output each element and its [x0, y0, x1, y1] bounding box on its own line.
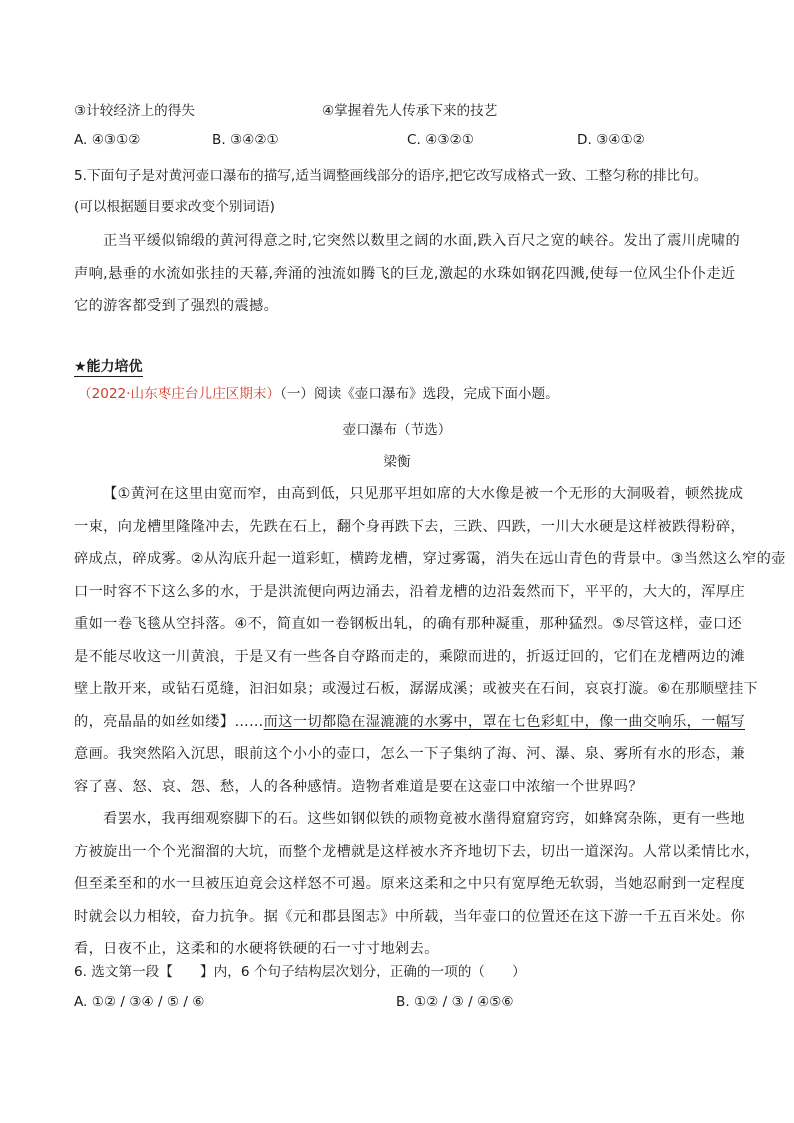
- article-line: [74, 706, 746, 739]
- q4-option-d: D. ③④①②: [577, 132, 645, 148]
- article-line: 是不能尽收这一川黄浪，于是又有一些各自夺路而走的，乘隙而进的，折返迂回的，它们在龙槽两边的滩: [74, 648, 746, 665]
- article-author: 梁衡: [383, 454, 411, 470]
- q4-option-c: C. ④③②①: [407, 132, 474, 148]
- q6-stem: 6. 选文第一段【 】内，6 个句子结构层次划分，正确的一项的（ ）: [74, 964, 526, 980]
- section-heading: ★能力培优: [74, 359, 143, 375]
- reading-instruction: [78, 384, 559, 404]
- q5-note: (可以根据题目要求改变个别词语): [74, 199, 275, 215]
- q4-option-a: A. ④③①②: [74, 132, 141, 148]
- article-line: 时就会以力相较，奋力抗争。据《元和郡县图志》中所载，当年壶口的位置还在这下游一千五百米处。你: [74, 908, 746, 925]
- q5-passage: [74, 225, 741, 323]
- source-citation: （2022·山东枣庄台儿庄区期末）: [78, 386, 281, 402]
- article-line: 一束，向龙槽里隆隆冲去，先跌在石上，翻个身再跌下去，三跌、四跌，一川大水硬是这样被跌得粉碎，: [74, 518, 746, 535]
- q5-stem: 5.下面句子是对黄河壶口瀑布的描写,适当调整画线部分的语序,把它改写成格式一致、工整匀称的排比句。: [74, 168, 708, 184]
- article-paragraph-1: [74, 478, 786, 803]
- q6-option-b: B. ①② / ③ / ④⑤⑥: [396, 994, 514, 1010]
- article-line: 看，日夜不止，这柔和的水硬将铁硬的石一寸寸地剁去。: [74, 941, 439, 957]
- article-line: 看罢水，我再细观察脚下的石。这些如钢似铁的顽物竟被水凿得窟窟窍窍，如蜂窝杂陈，更有一些地: [103, 811, 745, 827]
- underlined-sentence: 而这一切都隐在湿漉漉的水雾中，罩在七色彩虹中，像一曲交响乐，一幅写: [263, 713, 746, 730]
- article-line: 容了喜、怒、哀、怨、愁，人的各种感情。造物者难道是要在这壶口中浓缩一个世界吗？: [74, 778, 643, 795]
- article-line: 【①黄河在这里由宽而窄，由高到低，只见那平坦如席的大水像是被一个无形的大洞吸着，顿然拢成: [103, 486, 744, 502]
- q6-option-a: A. ①② / ③④ / ⑤ / ⑥: [74, 994, 205, 1010]
- article-line: 壁上散开来，或钻石觅缝，汩汩如泉；或漫过石板，潺潺成溪；或被夹在石间，哀哀打漩。⑥在那顺壁挂下: [74, 681, 759, 697]
- q4-item-3: ③计较经济上的得失: [74, 103, 195, 119]
- article-line: 重如一卷飞毯从空抖落。④不，简直如一卷钢板出轧，的确有那种凝重，那种猛烈。⑤尽管这样，壶口还: [74, 616, 743, 632]
- instruction-text: （一）阅读《壶口瀑布》选段，完成下面小题。: [280, 386, 559, 402]
- article-paragraph-2: [74, 803, 760, 966]
- article-line-part: 的，亮晶晶的如丝如缕】……: [74, 713, 264, 730]
- q5-passage-line: 声响,悬垂的水流如张挂的天幕,奔涌的浊流如腾飞的巨龙,激起的水珠如钢花四溅,使每一位风尘仆仆走近: [74, 265, 736, 282]
- article-line: 但至柔至和的水一旦被压迫竟会这样怒不可遏。原来这柔和之中只有宽厚绝无软弱，当她忍耐到一定程度: [74, 876, 746, 892]
- article-title: 壶口瀑布（节选）: [342, 422, 452, 438]
- q4-item-4: ④掌握着先人传承下来的技艺: [322, 103, 498, 119]
- article-line: 意画。我突然陷入沉思，眼前这个小小的壶口，怎么一下子集纳了海、河、瀑、泉、雾所有水的形态，兼: [74, 746, 746, 762]
- q5-passage-line: 它的游客都受到了强烈的震撼。: [74, 298, 279, 314]
- q5-passage-line: 正当平缓似锦缎的黄河得意之时,它突然以数里之阔的水面,跌入百尺之宽的峡谷。发出了震川虎啸的: [103, 233, 741, 249]
- article-line: 口一时容不下这么多的水，于是洪流便向两边涌去，沿着龙槽的边沿轰然而下，平平的，大大的，浑厚庄: [74, 583, 746, 600]
- article-line: 方被旋出一个个光溜溜的大坑，而整个龙槽就是这样被水齐齐地切下去，切出一道深沟。人常以柔情比水，: [74, 843, 760, 860]
- q4-option-b: B. ③④②①: [212, 132, 279, 148]
- article-line: 碎成点，碎成雾。②从沟底升起一道彩虹，横跨龙槽，穿过雾霭，消失在远山青色的背景中。③当然这么窄的壶: [74, 551, 786, 567]
